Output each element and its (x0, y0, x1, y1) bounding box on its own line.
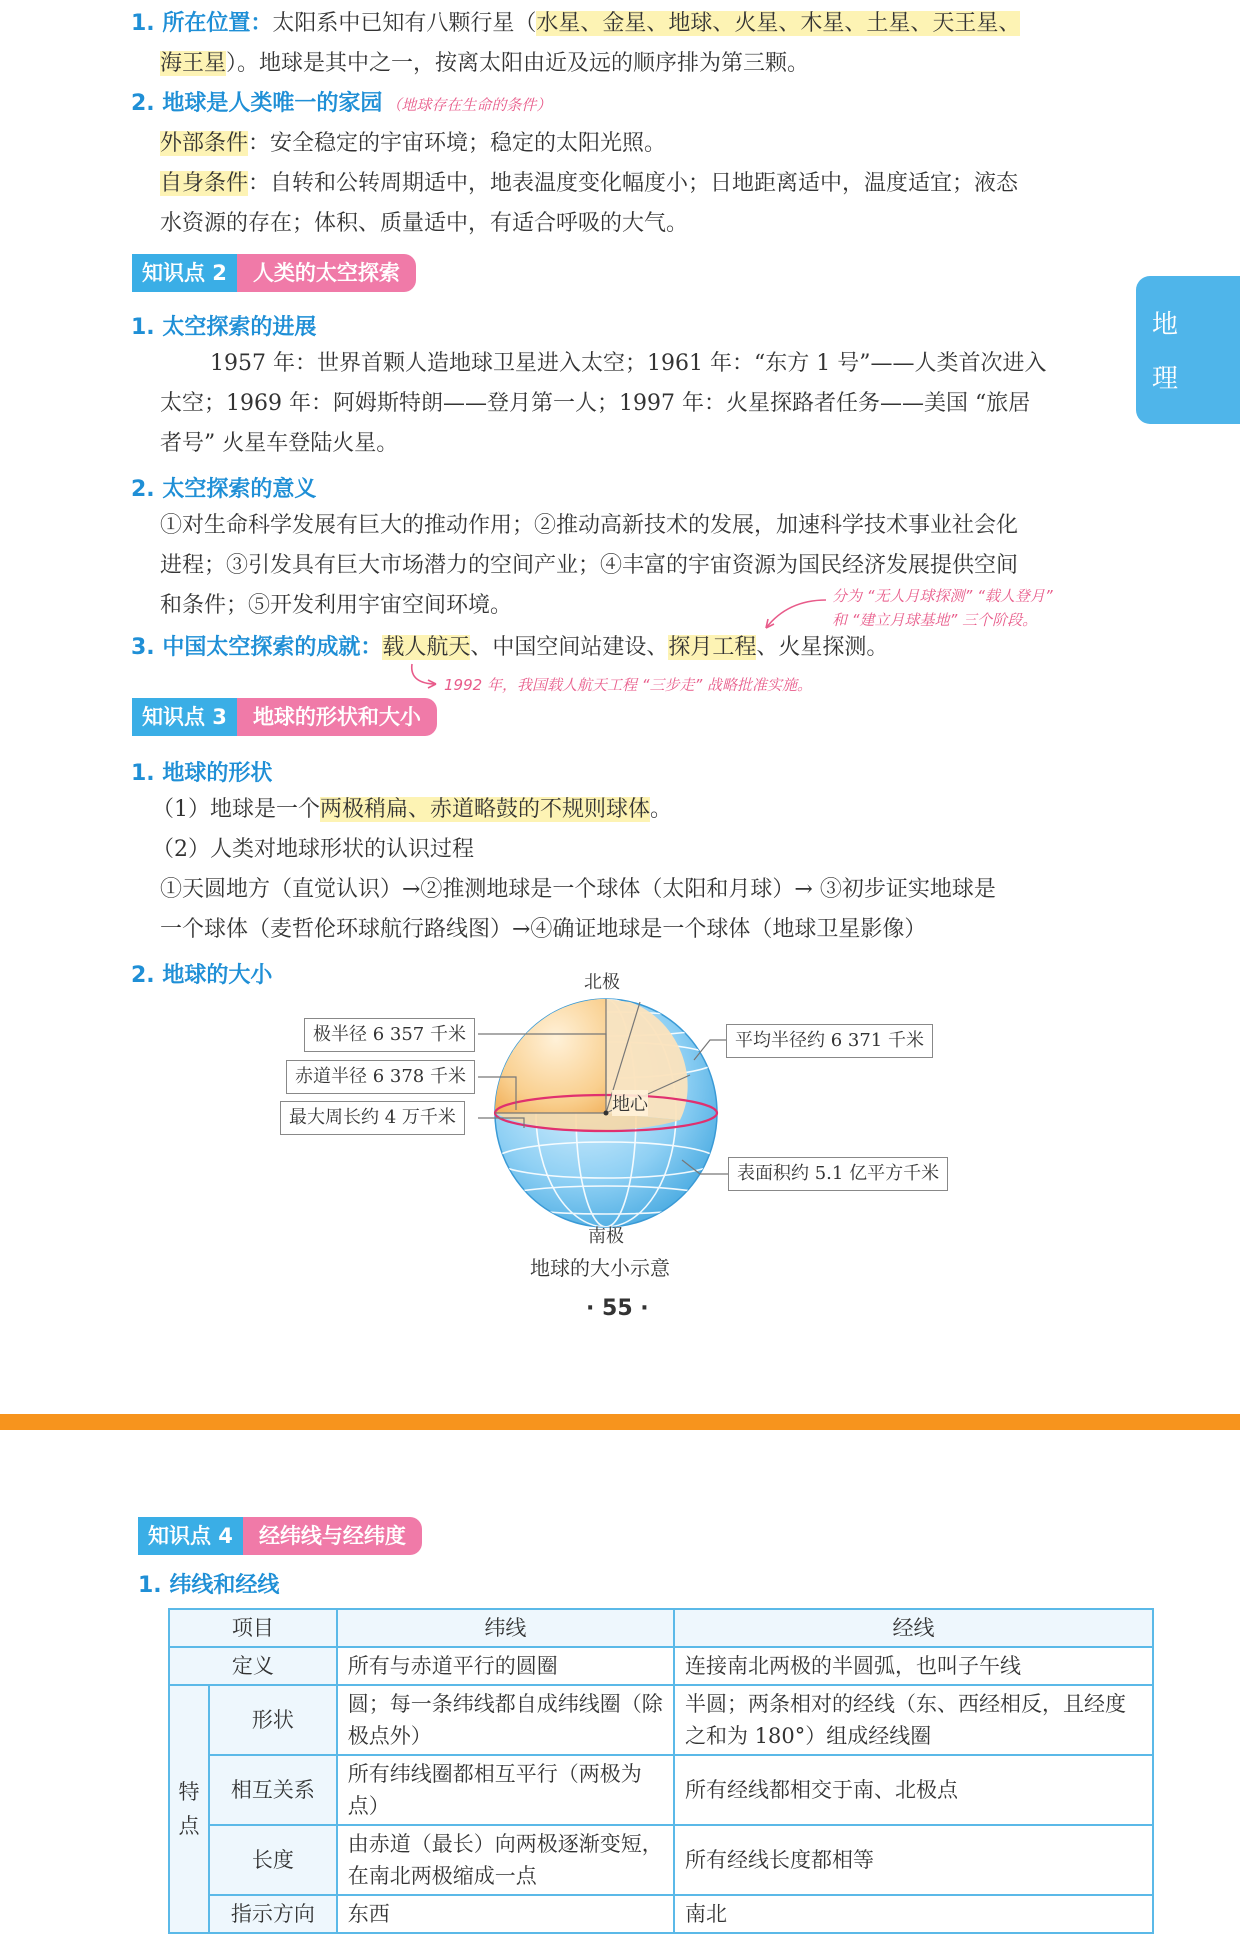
row-label-direction: 指示方向 (209, 1895, 337, 1933)
table-header-row (169, 1609, 1153, 1647)
moon-note-line-2: 和 “建立月球基地” 三个阶段。 (832, 611, 1038, 629)
cognition-line-1: ①天圆地方（直觉认识）→②推测地球是一个球体（太阳和月球）→ ③初步证实地球是 (160, 877, 996, 902)
kp4-title: 经纬线与经纬度 (243, 1517, 422, 1555)
subject-tab-char-1: 地 (1152, 310, 1179, 340)
size-heading: 2. 地球的大小 (131, 963, 273, 988)
lunar-exploration: 探月工程 (668, 635, 757, 660)
significance-line-1: ①对生命科学发展有巨大的推动作用；②推动高新技术的发展，加速科学技术事业社会化 (160, 513, 1019, 538)
shape-heading: 1. 地球的形状 (131, 761, 273, 786)
max-circumference-label: 最大周长约 4 万千米 (280, 1101, 465, 1135)
row-label-shape: 形状 (209, 1685, 337, 1755)
manned-spaceflight: 载人航天 (382, 635, 471, 660)
shape-point-1-post: 。 (650, 797, 673, 822)
significance-line-3: 和条件；⑤开发利用宇宙空间环境。 (160, 593, 513, 618)
cell-len-lon: 所有经线长度都相等 (674, 1825, 1153, 1895)
row-label-length: 长度 (209, 1825, 337, 1895)
cell-shape-lat: 圆；每一条纬线都自成纬线圈（除极点外） (337, 1685, 674, 1755)
cell-rel-lat: 所有纬线圈都相互平行（两极为点） (337, 1755, 674, 1825)
cell-dir-lon: 南北 (674, 1895, 1153, 1933)
home-note: （地球存在生命的条件） (386, 96, 552, 114)
cell-def-lat: 所有与赤道平行的圆圈 (337, 1647, 674, 1685)
lat-lon-table (168, 1608, 1154, 1934)
kp3-title: 地球的形状和大小 (237, 698, 437, 736)
kp4-header (138, 1517, 422, 1555)
cell-def-lon: 连接南北两极的半圆弧，也叫子午线 (674, 1647, 1153, 1685)
achievements-heading: 3. 中国太空探索的成就： (131, 635, 383, 660)
row-label-features (169, 1685, 209, 1933)
cell-len-lat: 由赤道（最长）向两极逐渐变短，在南北两极缩成一点 (337, 1825, 674, 1895)
kp3-number: 知识点 3 (132, 698, 237, 736)
lat-lon-heading: 1. 纬线和经线 (138, 1573, 280, 1598)
space-progress-heading: 1. 太空探索的进展 (131, 315, 317, 340)
page-divider (0, 1414, 1240, 1430)
shape-point-1-pre: （1）地球是一个 (152, 797, 320, 822)
header-item: 项目 (169, 1609, 337, 1647)
moon-note-line-1: 分为 “无人月球探测” “载人登月” (832, 587, 1053, 605)
position-text-2: ）。地球是其中之一，按离太阳由近及远的顺序排为第三颗。 (226, 51, 810, 76)
subject-tab-char-2: 理 (1152, 364, 1179, 394)
kp2-title: 人类的太空探索 (237, 254, 416, 292)
row-label-relation: 相互关系 (209, 1755, 337, 1825)
self-conditions-2: 水资源的存在；体积、质量适中，有适合呼吸的大气。 (160, 211, 689, 236)
polar-radius-label: 极半径 6 357 千米 (304, 1018, 475, 1052)
table-row (169, 1895, 1153, 1933)
neptune-highlight: 海王星 (160, 51, 227, 76)
progress-line-3: 者号” 火星车登陆火星。 (160, 431, 399, 456)
planets-highlight: 水星、金星、地球、火星、木星、土星、天王星、 (536, 11, 1021, 36)
table-row (169, 1685, 1153, 1755)
south-pole-label: 南极 (588, 1226, 624, 1247)
row-label-definition: 定义 (169, 1647, 337, 1685)
achievements-mid: 、中国空间站建设、 (470, 635, 669, 660)
kp2-number: 知识点 2 (132, 254, 237, 292)
progress-line-2: 太空；1969 年：阿姆斯特朗——登月第一人；1997 年：火星探路者任务——美国 “旅居 (160, 391, 1031, 416)
shape-highlight: 两极稍扁、赤道略鼓的不规则球体 (320, 797, 651, 822)
diagram-caption: 地球的大小示意 (530, 1256, 670, 1280)
kp4-number: 知识点 4 (138, 1517, 243, 1555)
surface-area-label: 表面积约 5.1 亿平方千米 (728, 1157, 948, 1191)
note-1992: 1992 年，我国载人航天工程 “三步走” 战略批准实施。 (444, 676, 813, 694)
self-text: ：自转和公转周期适中，地表温度变化幅度小；日地距离适中，温度适宜；液态 (248, 171, 1019, 196)
header-longitude: 经线 (674, 1609, 1153, 1647)
north-pole-label: 北极 (584, 972, 620, 993)
home-heading: 2. 地球是人类唯一的家园 (131, 91, 383, 116)
table-row (169, 1647, 1153, 1685)
cell-shape-lon: 半圆；两条相对的经线（东、西经相反，且经度之和为 180°）组成经线圈 (674, 1685, 1153, 1755)
outer-text: ：安全稳定的宇宙环境；稳定的太阳光照。 (248, 131, 667, 156)
shape-point-2: （2）人类对地球形状的认识过程 (152, 837, 474, 862)
mean-radius-label: 平均半径约 6 371 千米 (726, 1024, 933, 1058)
table-row (169, 1755, 1153, 1825)
progress-line-1: 1957 年：世界首颗人造地球卫星进入太空；1961 年：“东方 1 号”——人类首次进入 (210, 351, 1047, 376)
cell-dir-lat: 东西 (337, 1895, 674, 1933)
self-label: 自身条件 (160, 171, 249, 196)
cognition-line-2: 一个球体（麦哲伦环球航行路线图）→④确证地球是一个球体（地球卫星影像） (160, 917, 927, 942)
features-text: 特点 (178, 1780, 200, 1838)
position-text: 太阳系中已知有八颗行星（ (272, 11, 537, 36)
header-latitude: 纬线 (337, 1609, 674, 1647)
achievements-end: 、火星探测。 (756, 635, 889, 660)
significance-line-2: 进程；③引发具有巨大市场潜力的空间产业；④丰富的宇宙资源为国民经济发展提供空间 (160, 553, 1019, 578)
table-row (169, 1825, 1153, 1895)
page-number: · 55 · (586, 1296, 649, 1321)
equator-radius-label: 赤道半径 6 378 千米 (286, 1060, 475, 1094)
significance-heading: 2. 太空探索的意义 (131, 477, 317, 502)
position-heading: 1. 所在位置： (131, 11, 273, 36)
earth-center-label: 地心 (612, 1090, 648, 1116)
outer-label: 外部条件 (160, 131, 249, 156)
cell-rel-lon: 所有经线都相交于南、北极点 (674, 1755, 1153, 1825)
